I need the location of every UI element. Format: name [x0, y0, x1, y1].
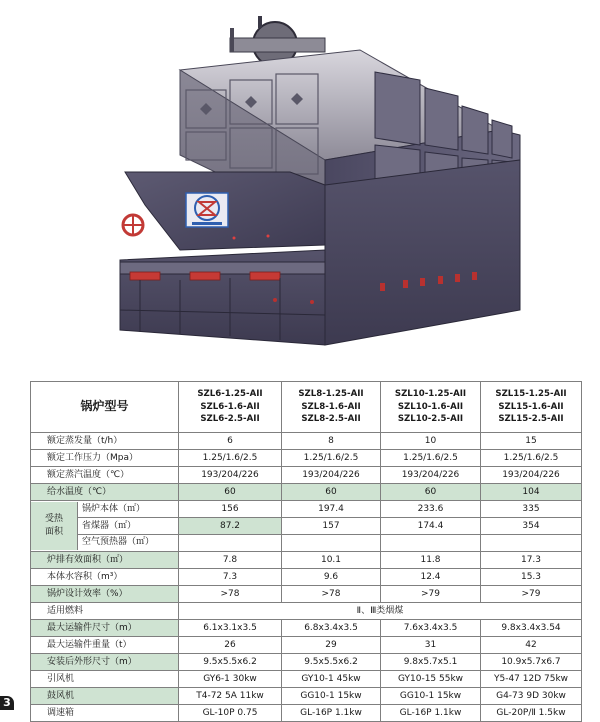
table-row: 锅炉设计效率（%） >78 >78 >79 >79: [31, 586, 582, 603]
table-row: 本体水容积（m³） 7.3 9.6 12.4 15.3: [31, 569, 582, 586]
table-row: 引风机 GY6-1 30kw GY10-1 45kw GY10-15 55kw Y5-47 12D 75kw: [31, 671, 582, 688]
model-column-szl6: SZL6-1.25-AII SZL6-1.6-AII SZL6-2.5-AII: [179, 382, 282, 433]
table-row: 最大运输件尺寸（m） 6.1x3.1x3.5 6.8x3.4x3.5 7.6x3.4x3.5 9.8x3.4x3.54: [31, 620, 582, 637]
boiler-spec-table: [30, 381, 582, 722]
table-header-row: [31, 382, 582, 433]
boiler-illustration: [100, 10, 530, 360]
table-row: 炉排有效面积（㎡） 7.8 10.1 11.8 17.3: [31, 552, 582, 569]
model-title-cell: 锅炉型号: [31, 382, 179, 433]
model-column-szl10: SZL10-1.25-AII SZL10-1.6-AII SZL10-2.5-AII: [381, 382, 481, 433]
table-row: 安装后外形尺寸（m） 9.5x5.5x6.2 9.5x5.5x6.2 9.8x5.7x5.1 10.9x5.7x6.7: [31, 654, 582, 671]
table-row: 额定蒸发量（t/h） 6 8 10 15: [31, 433, 582, 450]
model-column-szl15: SZL15-1.25-AII SZL15-1.6-AII SZL15-2.5-AII: [481, 382, 582, 433]
model-column-szl8: SZL8-1.25-AII SZL8-1.6-AII SZL8-2.5-AII: [282, 382, 381, 433]
heating-area-group-label: 受热 面积: [31, 502, 78, 550]
table-row: 受热 面积 锅炉本体（㎡） 省煤器（㎡） 空气预热器（㎡） 156 87.2 197.4 157 233.6 174.4 335 354: [31, 501, 582, 552]
table-row: 额定蒸汽温度（℃） 193/204/226 193/204/226 193/204/226 193/204/226: [31, 467, 582, 484]
table-row: 最大运输件重量（t） 26 29 31 42: [31, 637, 582, 654]
table-row: 鼓风机 T4-72 5A 11kw GG10-1 15kw GG10-1 15kw G4-73 9D 30kw: [31, 688, 582, 705]
fuel-value: Ⅱ、Ⅲ类烟煤: [179, 603, 582, 620]
table-row: 额定工作压力（Mpa） 1.25/1.6/2.5 1.25/1.6/2.5 1.25/1.6/2.5 1.25/1.6/2.5: [31, 450, 582, 467]
table-row: 调速箱 GL-10P 0.75 GL-16P 1.1kw GL-16P 1.1kw GL-20P/Ⅱ 1.5kw: [31, 705, 582, 722]
table-row: 适用燃料 Ⅱ、Ⅲ类烟煤: [31, 603, 582, 620]
table-row: 给水温度（℃） 60 60 60 104: [31, 484, 582, 501]
page-number: 3: [0, 696, 14, 710]
